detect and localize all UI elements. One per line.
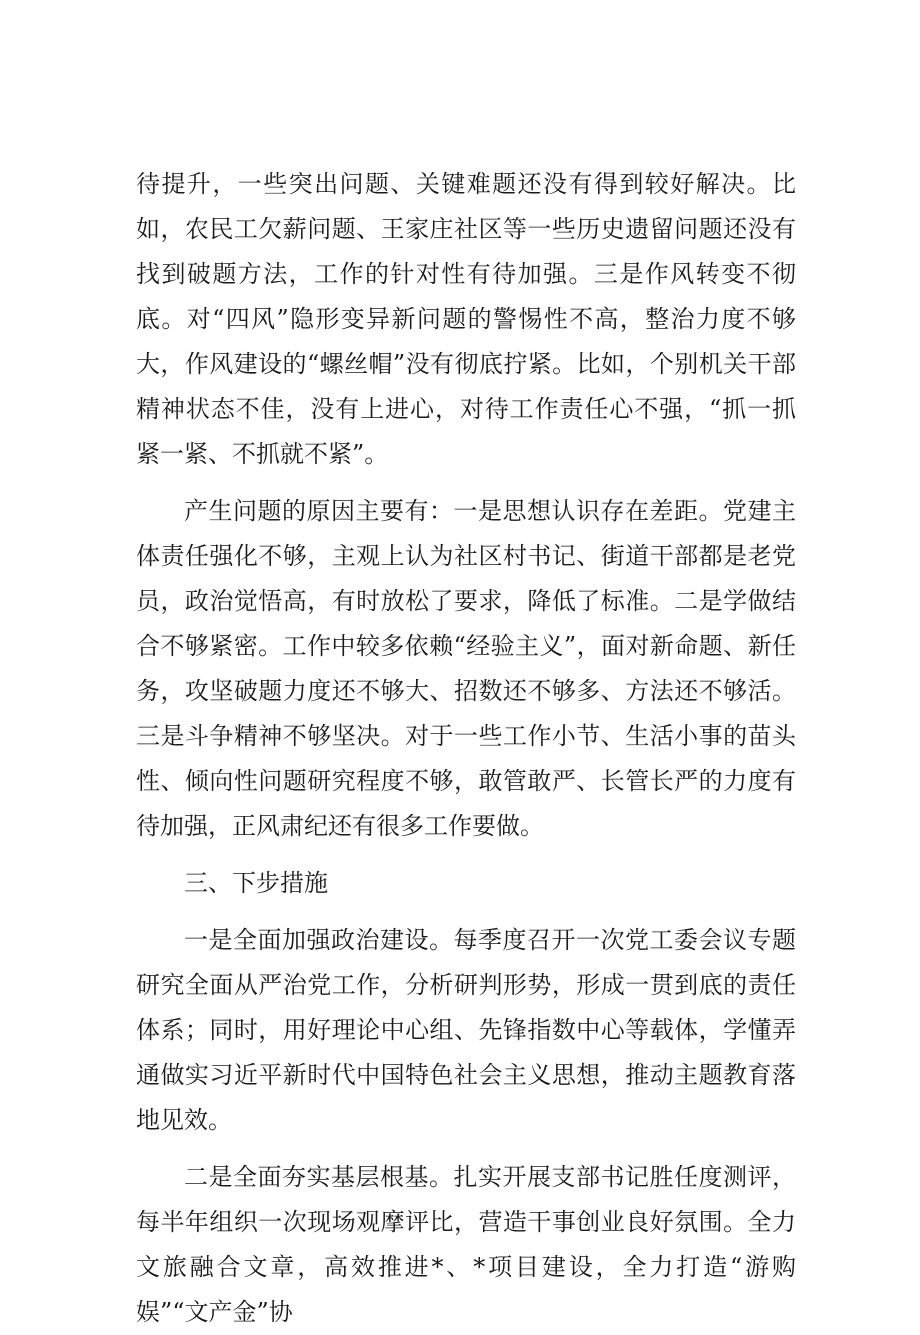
paragraph-continued-problems: 待提升，一些突出问题、关键难题还没有得到较好解决。比如，农民工欠薪问题、王家庄社区等一些历史遗留问题还没有找到破题方法，工作的针对性有待加强。三是作风转变不彻底。对“四风”隐形变异新问题的警惕性不高，整治力度不够大，作风建设的“螺丝帽”没有彻底拧紧。比如，个别机关干部精神状态不佳，没有上进心，对待工作责任心不强，“抓一抓紧一紧、不抓就不紧”。	[136, 170, 796, 468]
document-body	[136, 162, 796, 1335]
section-heading-next-steps: 三、下步措施	[184, 869, 328, 897]
paragraph-political-construction: 一是全面加强政治建设。每季度召开一次党工委会议专题研究全面从严治党工作，分析研判形势，形成一贯到底的责任体系；同时，用好理论中心组、先锋指数中心等载体，学懂弄通做实习近平新时代中国特色社会主义思想，推动主题教育落地见效。	[136, 926, 796, 1134]
paragraph-grassroots-foundation: 二是全面夯实基层根基。扎实开展支部书记胜任度测评，每半年组织一次现场观摩评比，营造干事创业良好氛围。全力文旅融合文章，高效推进*、*项目建设，全力打造“游购娱”“文产金”协	[136, 1163, 796, 1326]
paragraph-causes: 产生问题的原因主要有：一是思想认识存在差距。党建主体责任强化不够，主观上认为社区村书记、街道干部都是老党员，政治觉悟高，有时放松了要求，降低了标准。二是学做结合不够紧密。工作中较多依赖“经验主义”，面对新命题、新任务，攻坚破题力度还不够大、招数还不够多、方法还不够活。三是斗争精神不够坚决。对于一些工作小节、生活小事的苗头性、倾向性问题研究程度不够，敢管敢严、长管长严的力度有待加强，正风肃纪还有很多工作要做。	[136, 497, 796, 840]
